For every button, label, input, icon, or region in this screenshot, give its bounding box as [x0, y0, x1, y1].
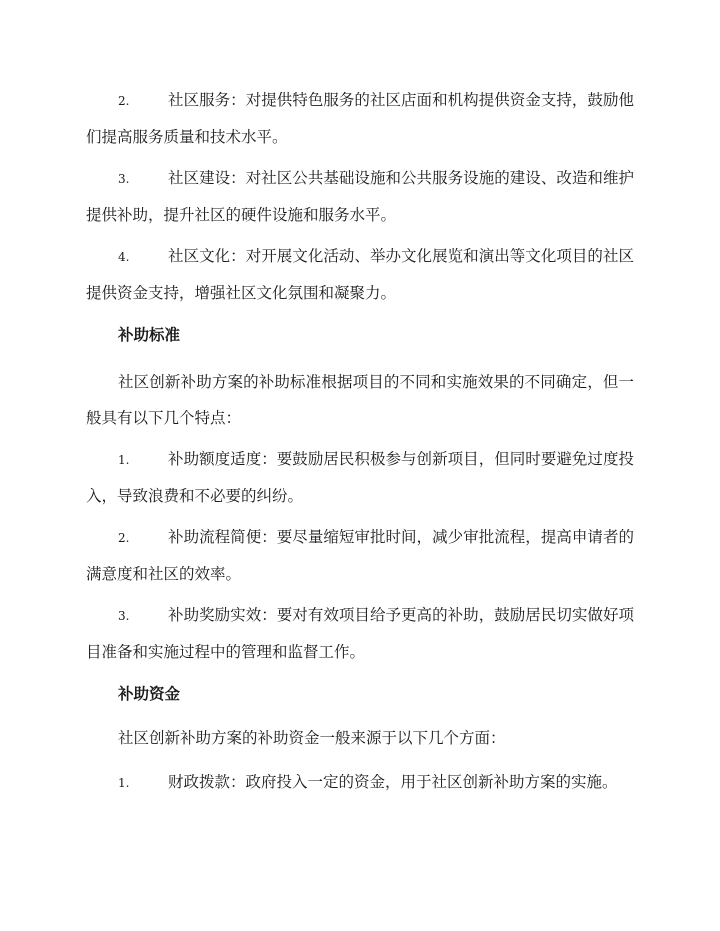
list-number: 2.	[118, 94, 130, 108]
list-text: 财政拨款：政府投入一定的资金，用于社区创新补助方案的实施。	[168, 773, 618, 791]
list-item-culture	[86, 238, 634, 311]
list-number: 1.	[118, 453, 130, 467]
section-heading-standards: 补助标准	[118, 326, 181, 344]
list-item-standard	[86, 519, 634, 592]
list-item-construction	[86, 160, 634, 233]
list-text: 补助流程简便：要尽量缩短审批时间，减少审批流程，提高申请者的满意度和社区的效率。	[86, 528, 634, 583]
standards-intro-paragraph: 社区创新补助方案的补助标准根据项目的不同和实施效果的不同确定，但一般具有以下几个特点：	[86, 373, 634, 427]
list-number: 4.	[118, 250, 130, 264]
list-text: 补助额度适度：要鼓励居民积极参与创新项目，但同时要避免过度投入，导致浪费和不必要的纠纷。	[86, 450, 634, 505]
list-text: 社区服务：对提供特色服务的社区店面和机构提供资金支持，鼓励他们提高服务质量和技术水平。	[86, 91, 634, 146]
list-item-funding	[86, 764, 634, 801]
list-item-standard	[86, 597, 634, 670]
list-number: 1.	[118, 776, 130, 790]
section-heading-funding: 补助资金	[118, 685, 181, 703]
list-text: 社区文化：对开展文化活动、举办文化展览和演出等文化项目的社区提供资金支持，增强社区文化氛围和凝聚力。	[86, 247, 634, 302]
list-number: 2.	[118, 531, 130, 545]
funding-intro-paragraph: 社区创新补助方案的补助资金一般来源于以下几个方面：	[118, 729, 506, 747]
list-number: 3.	[118, 609, 130, 623]
list-text: 补助奖励实效：要对有效项目给予更高的补助，鼓励居民切实做好项目准备和实施过程中的管理和监督工作。	[86, 606, 634, 661]
list-item-standard	[86, 441, 634, 514]
list-item-service	[86, 82, 634, 155]
list-text: 社区建设：对社区公共基础设施和公共服务设施的建设、改造和维护提供补助，提升社区的硬件设施和服务水平。	[86, 169, 634, 224]
list-number: 3.	[118, 172, 130, 186]
